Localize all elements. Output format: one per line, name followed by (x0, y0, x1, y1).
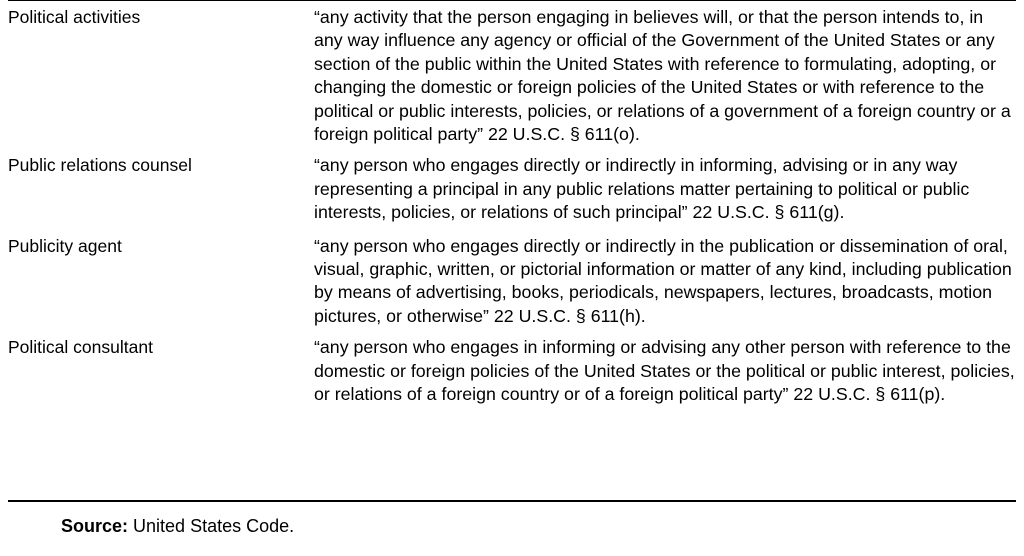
table-row (8, 336, 1016, 410)
source-label: Source: (61, 516, 129, 536)
definition-cell: “any person who engages directly or indirectly in informing, advising or in any way representing a principal in any public relations matter pertaining to political or public interests, policies, or relations of such principal” 22 U.S.C. § 611(g). (314, 155, 970, 223)
term-cell: Political consultant (8, 337, 153, 358)
table-bottom-rule (8, 500, 1016, 502)
definition-cell: “any activity that the person engaging in believes will, or that the person intends to, in any way influence any agency or official of the Government of the United States or any section of the public within the United States with reference to formulating, adopting, or changing the domestic or foreign policies of the United States or with reference to the political or public interests, policies, or relations of a government of a foreign country or a foreign political party” 22 U.S.C. § 611(o). (314, 7, 1011, 145)
table-row (8, 6, 1016, 154)
source-note (61, 514, 294, 538)
source-text: United States Code. (128, 516, 295, 536)
table-top-rule (8, 0, 1016, 1)
definitions-table (8, 6, 1016, 411)
table-row (8, 154, 1016, 234)
definition-cell: “any person who engages directly or indirectly in the publication or dissemination of oral, visual, graphic, written, or pictorial information or matter of any kind, including publication by means of advertising, books, periodicals, newspapers, lectures, broadcasts, motion pictures, or otherwise” 22 U.S.C. § 611(h). (314, 235, 1012, 326)
term-cell: Publicity agent (8, 235, 122, 256)
term-cell: Political activities (8, 7, 141, 27)
table-row (8, 235, 1016, 337)
definition-cell: “any person who engages in informing or advising any other person with reference to the domestic or foreign policies of the United States or the political or public interest, policies, or relations of a foreign country or of a foreign political party” 22 U.S.C. § 611(p). (314, 337, 1015, 405)
term-cell: Public relations counsel (8, 155, 192, 176)
